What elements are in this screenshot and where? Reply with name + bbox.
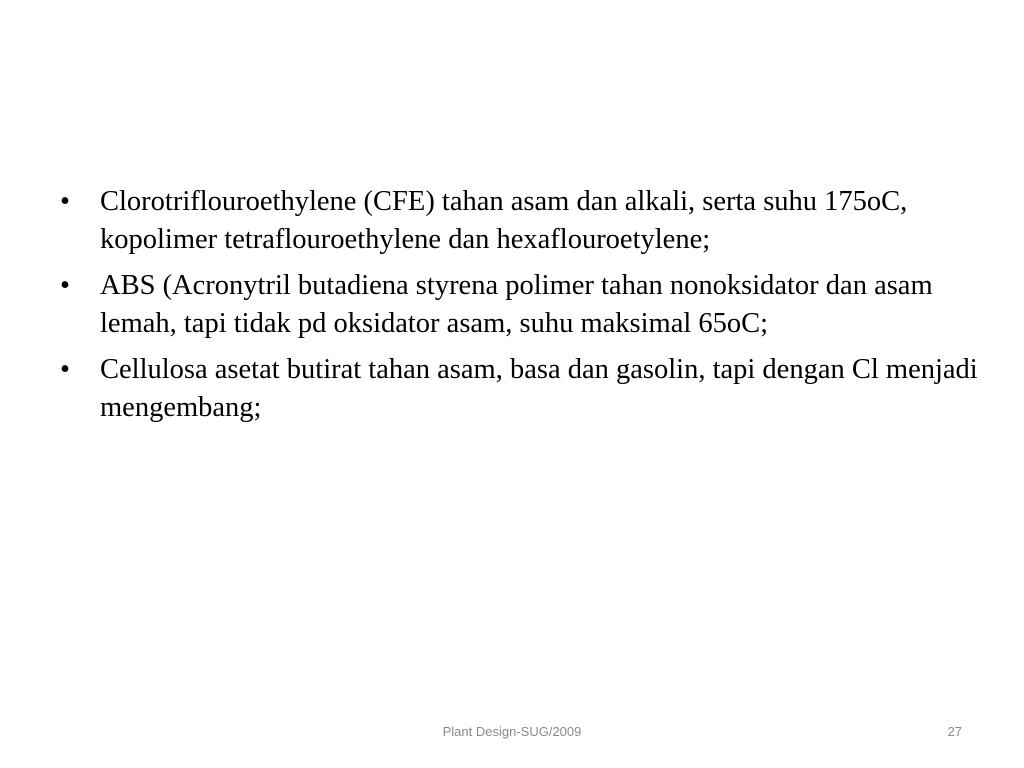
bullet-item	[58, 267, 978, 343]
bullet-text: Cellulosa asetat butirat tahan asam, basa dan gasolin, tapi dengan Cl menjadi mengembang;	[100, 354, 978, 423]
slide-number: 27	[947, 724, 962, 739]
bullet-icon: •	[60, 354, 70, 385]
bullet-icon: •	[60, 186, 70, 217]
bullet-icon: •	[60, 270, 70, 301]
bullet-list	[58, 183, 978, 435]
footer-text: Plant Design-SUG/2009	[442, 724, 582, 739]
bullet-item	[58, 183, 978, 259]
bullet-item	[58, 351, 978, 427]
bullet-text: ABS (Acronytril butadiena styrena polimer tahan nonoksidator dan asam lemah, tapi tidak pd oksidator asam, suhu maksimal 65oC;	[100, 270, 933, 339]
bullet-text: Clorotriflouroethylene (CFE) tahan asam dan alkali, serta suhu 175oC, kopolimer tetraflouroethylene dan hexaflouroetylene;	[100, 186, 908, 255]
